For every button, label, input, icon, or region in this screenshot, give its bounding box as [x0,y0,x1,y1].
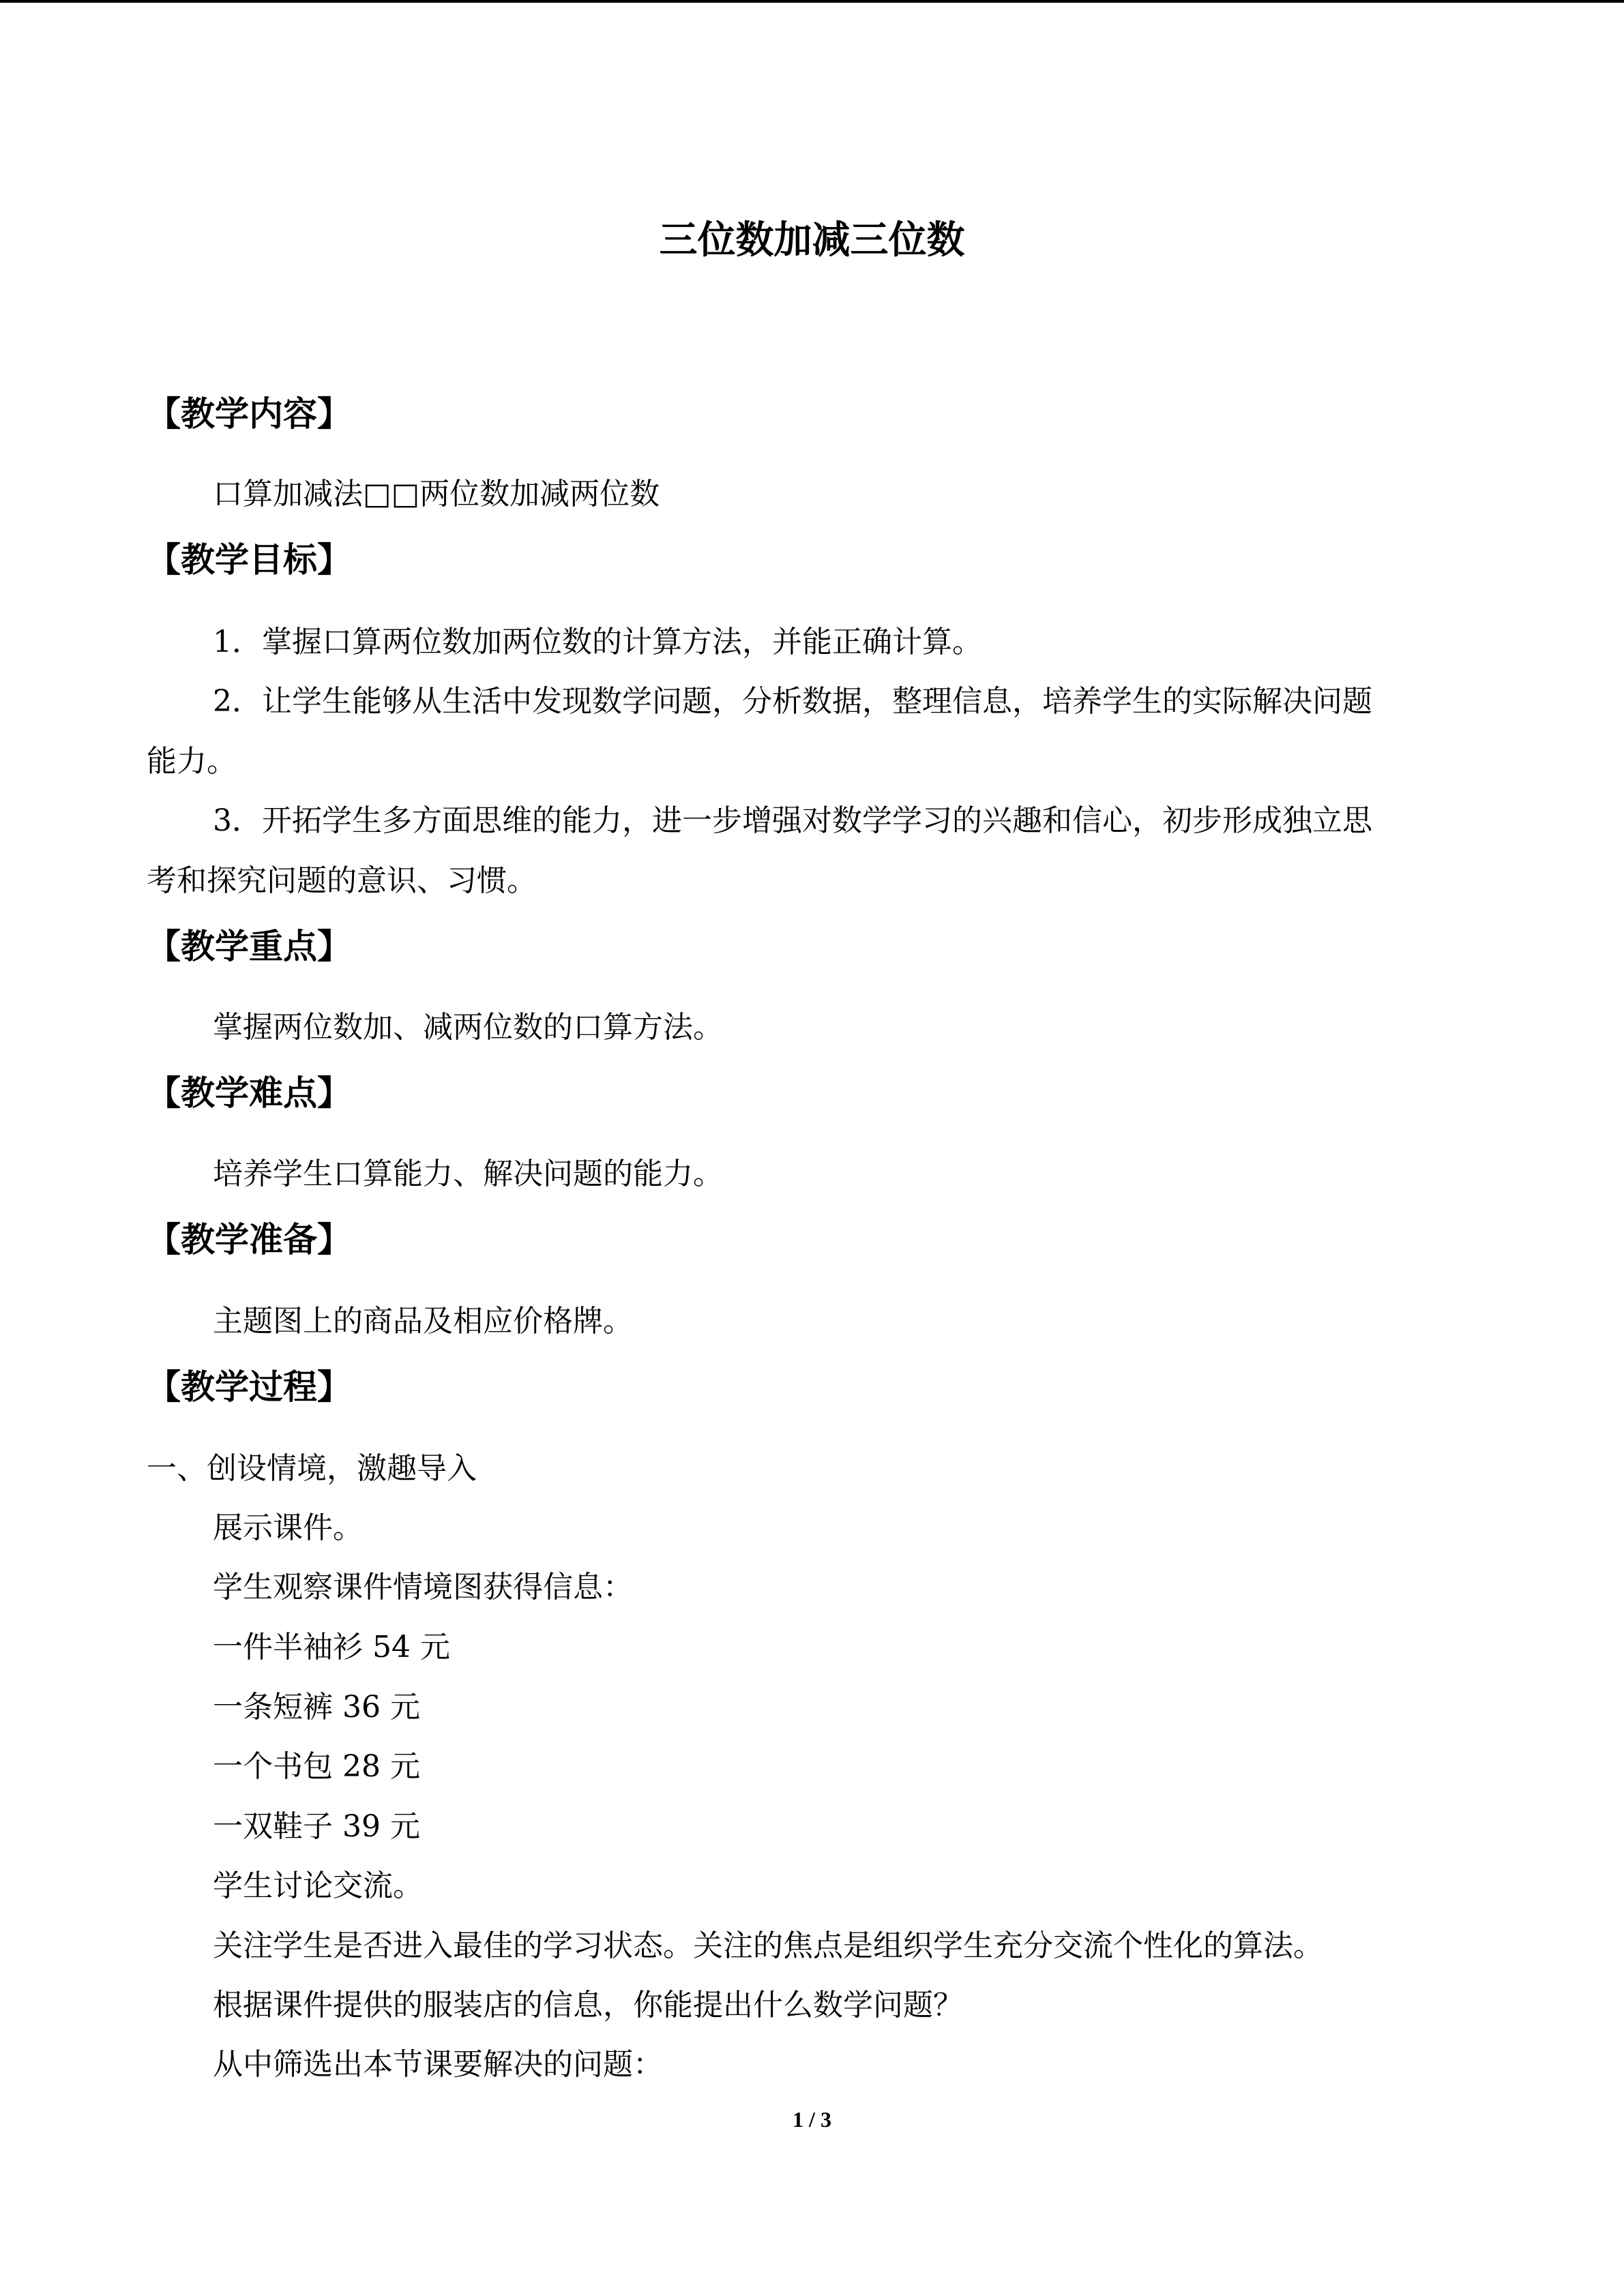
paragraph-line: 从中筛选出本节课要解决的问题： [213,2047,663,2082]
step-title: 一、创设情境，激趣导入 [147,1451,477,1486]
paragraph-line: 3．开拓学生多方面思维的能力，进一步增强对数学学习的兴趣和信心，初步形成独立思 [213,803,1372,838]
section-heading-content: 【教学内容】 [147,394,351,434]
section-heading-preparation: 【教学准备】 [147,1220,351,1259]
paragraph-line: 口算加减法□□两位数加减两位数 [213,477,660,511]
paragraph-line: 展示课件。 [213,1510,363,1545]
paragraph-line: 一条短裤 36 元 [213,1690,420,1725]
paragraph-line: 主题图上的商品及相应价格牌。 [213,1304,633,1339]
page-title: 三位数加减三位数 [659,218,965,263]
section-heading-key-points: 【教学重点】 [147,927,351,966]
paragraph-line: 学生观察课件情境图获得信息： [213,1570,633,1605]
paragraph-line: 2．让学生能够从生活中发现数学问题，分析数据，整理信息，培养学生的实际解决问题 [213,684,1372,719]
paragraph-line: 关注学生是否进入最佳的学习状态。关注的焦点是组织学生充分交流个性化的算法。 [213,1928,1323,1963]
paragraph-line: 一双鞋子 39 元 [213,1809,420,1844]
paragraph-line: 一个书包 28 元 [213,1749,420,1784]
paragraph-line: 掌握两位数加、减两位数的口算方法。 [213,1010,723,1045]
section-heading-difficulties: 【教学难点】 [147,1073,351,1113]
paragraph-line: 1．掌握口算两位数加两位数的计算方法，并能正确计算。 [213,625,982,659]
page-number: 1 / 3 [793,2107,831,2132]
page-top-border [0,0,1624,3]
paragraph-line: 一件半袖衫 54 元 [213,1630,450,1665]
paragraph-line: 培养学生口算能力、解决问题的能力。 [213,1157,723,1191]
section-heading-goals: 【教学目标】 [147,540,351,580]
paragraph-line: 考和探究问题的意识、习惯。 [147,863,537,898]
paragraph-line: 根据课件提供的服装店的信息，你能提出什么数学问题？ [213,1988,963,2023]
paragraph-line: 学生讨论交流。 [213,1868,423,1903]
section-heading-process: 【教学过程】 [147,1367,351,1407]
paragraph-line: 能力。 [147,744,237,779]
